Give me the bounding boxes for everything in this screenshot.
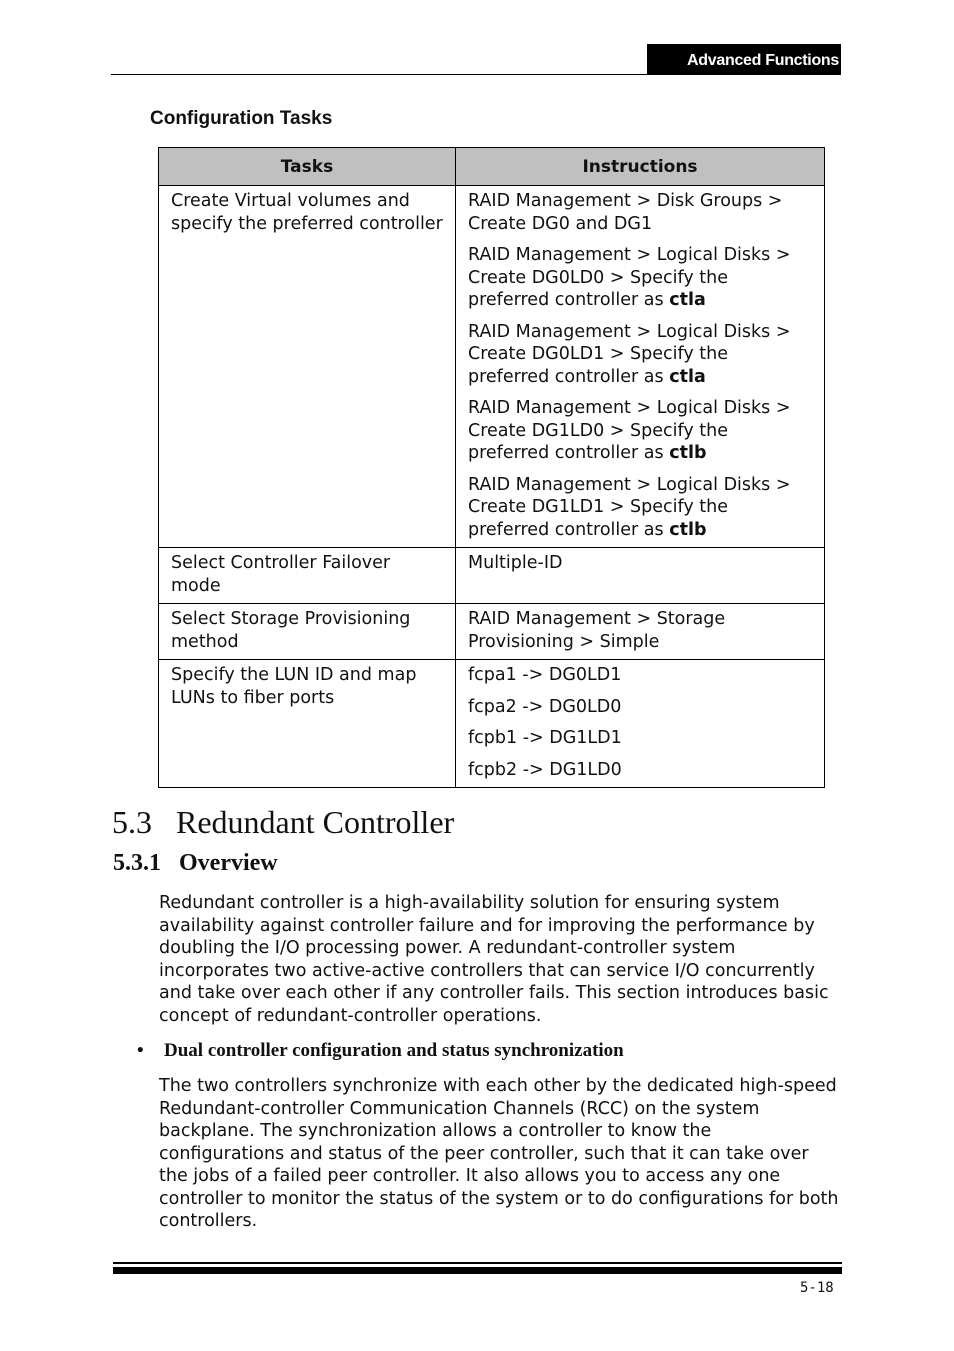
footer-rule-thick [113,1267,842,1274]
instruction-line [468,474,812,542]
instruction-text: RAID Management > Disk Groups > Create DG0 and DG1 [468,191,783,234]
section-number: 5.3 [112,804,152,840]
table-row [159,548,825,604]
controller-name: ctlb [669,443,707,463]
section-title: Redundant Controller [176,804,455,840]
controller-name: ctla [669,366,706,387]
bullet-icon: • [137,1040,144,1061]
config-tasks-table [158,147,825,788]
controller-name: ctla [669,290,706,310]
config-title: Configuration Tasks [150,108,333,129]
bullet-title: Dual controller configuration and status synchronization [164,1040,624,1061]
task-cell: Create Virtual volumes and specify the preferred controller [159,186,456,548]
instruction-text: Multiple-ID [468,553,563,573]
header-section-label: Advanced Functions [647,44,841,74]
instruction-line [468,244,812,312]
instruction-line [468,608,812,653]
table-row [159,660,825,788]
bullet-heading [137,1040,624,1062]
instruction-text: fcpb1 -> DG1LD1 [468,728,622,748]
header-rule [111,74,841,75]
instruction-text: RAID Management > Storage Provisioning > Simple [468,609,726,652]
page-number: 5-18 [800,1280,834,1296]
instruction-line [468,664,812,687]
subsection-heading [113,850,278,877]
instruction-text: fcpa1 -> DG0LD1 [468,665,622,685]
instruction-line [468,190,812,235]
instruction-line [468,696,812,719]
instructions-cell [456,660,825,788]
instruction-line [468,321,812,389]
subsection-title: Overview [179,850,278,876]
instruction-text: RAID Management > Logical Disks > Create DG0LD0 > Specify the preferred controller as [468,245,791,310]
instruction-line [468,759,812,782]
instruction-text: fcpb2 -> DG1LD0 [468,759,622,780]
instruction-line [468,552,812,575]
instruction-text: RAID Management > Logical Disks > Create DG1LD0 > Specify the preferred controller as [468,398,791,463]
instruction-line [468,397,812,465]
column-header-tasks: Tasks [159,148,456,186]
instructions-cell [456,604,825,660]
instruction-text: fcpa2 -> DG0LD0 [468,696,622,717]
overview-paragraph: Redundant controller is a high-availability solution for ensuring system availability against controller failure and for improving the performance by doubling the I/O processing power. A redundant-controller system incorporates two active-active controllers that can service I/O concurrently and take over each other if any controller fails. This section introduces basic concept of redundant-controller operations. [159,893,829,1026]
instructions-cell [456,548,825,604]
column-header-instructions: Instructions [456,148,825,186]
task-cell: Select Controller Failover mode [159,548,456,604]
instruction-text: RAID Management > Logical Disks > Create DG1LD1 > Specify the preferred controller as [468,474,791,540]
footer-rule-thin [113,1262,842,1264]
table-row [159,604,825,660]
subsection-number: 5.3.1 [113,850,161,876]
table-row [159,186,825,548]
instruction-text: RAID Management > Logical Disks > Create DG0LD1 > Specify the preferred controller as [468,321,791,387]
instruction-line [468,727,812,750]
instructions-cell [456,186,825,548]
task-cell: Specify the LUN ID and map LUNs to fiber ports [159,660,456,788]
sync-paragraph: The two controllers synchronize with each other by the dedicated high-speed Redundant-controller Communication Channels (RCC) on the system backplane. The synchronization allows a controller to know the configurations and status of the peer controller, such that it can take over the jobs of a failed peer controller. It also allows you to access any one controller to monitor the status of the system or to do configurations for both controllers. [159,1076,839,1231]
section-heading [112,804,454,841]
table-header-row [159,148,825,186]
task-cell: Select Storage Provisioning method [159,604,456,660]
controller-name: ctlb [669,519,707,540]
